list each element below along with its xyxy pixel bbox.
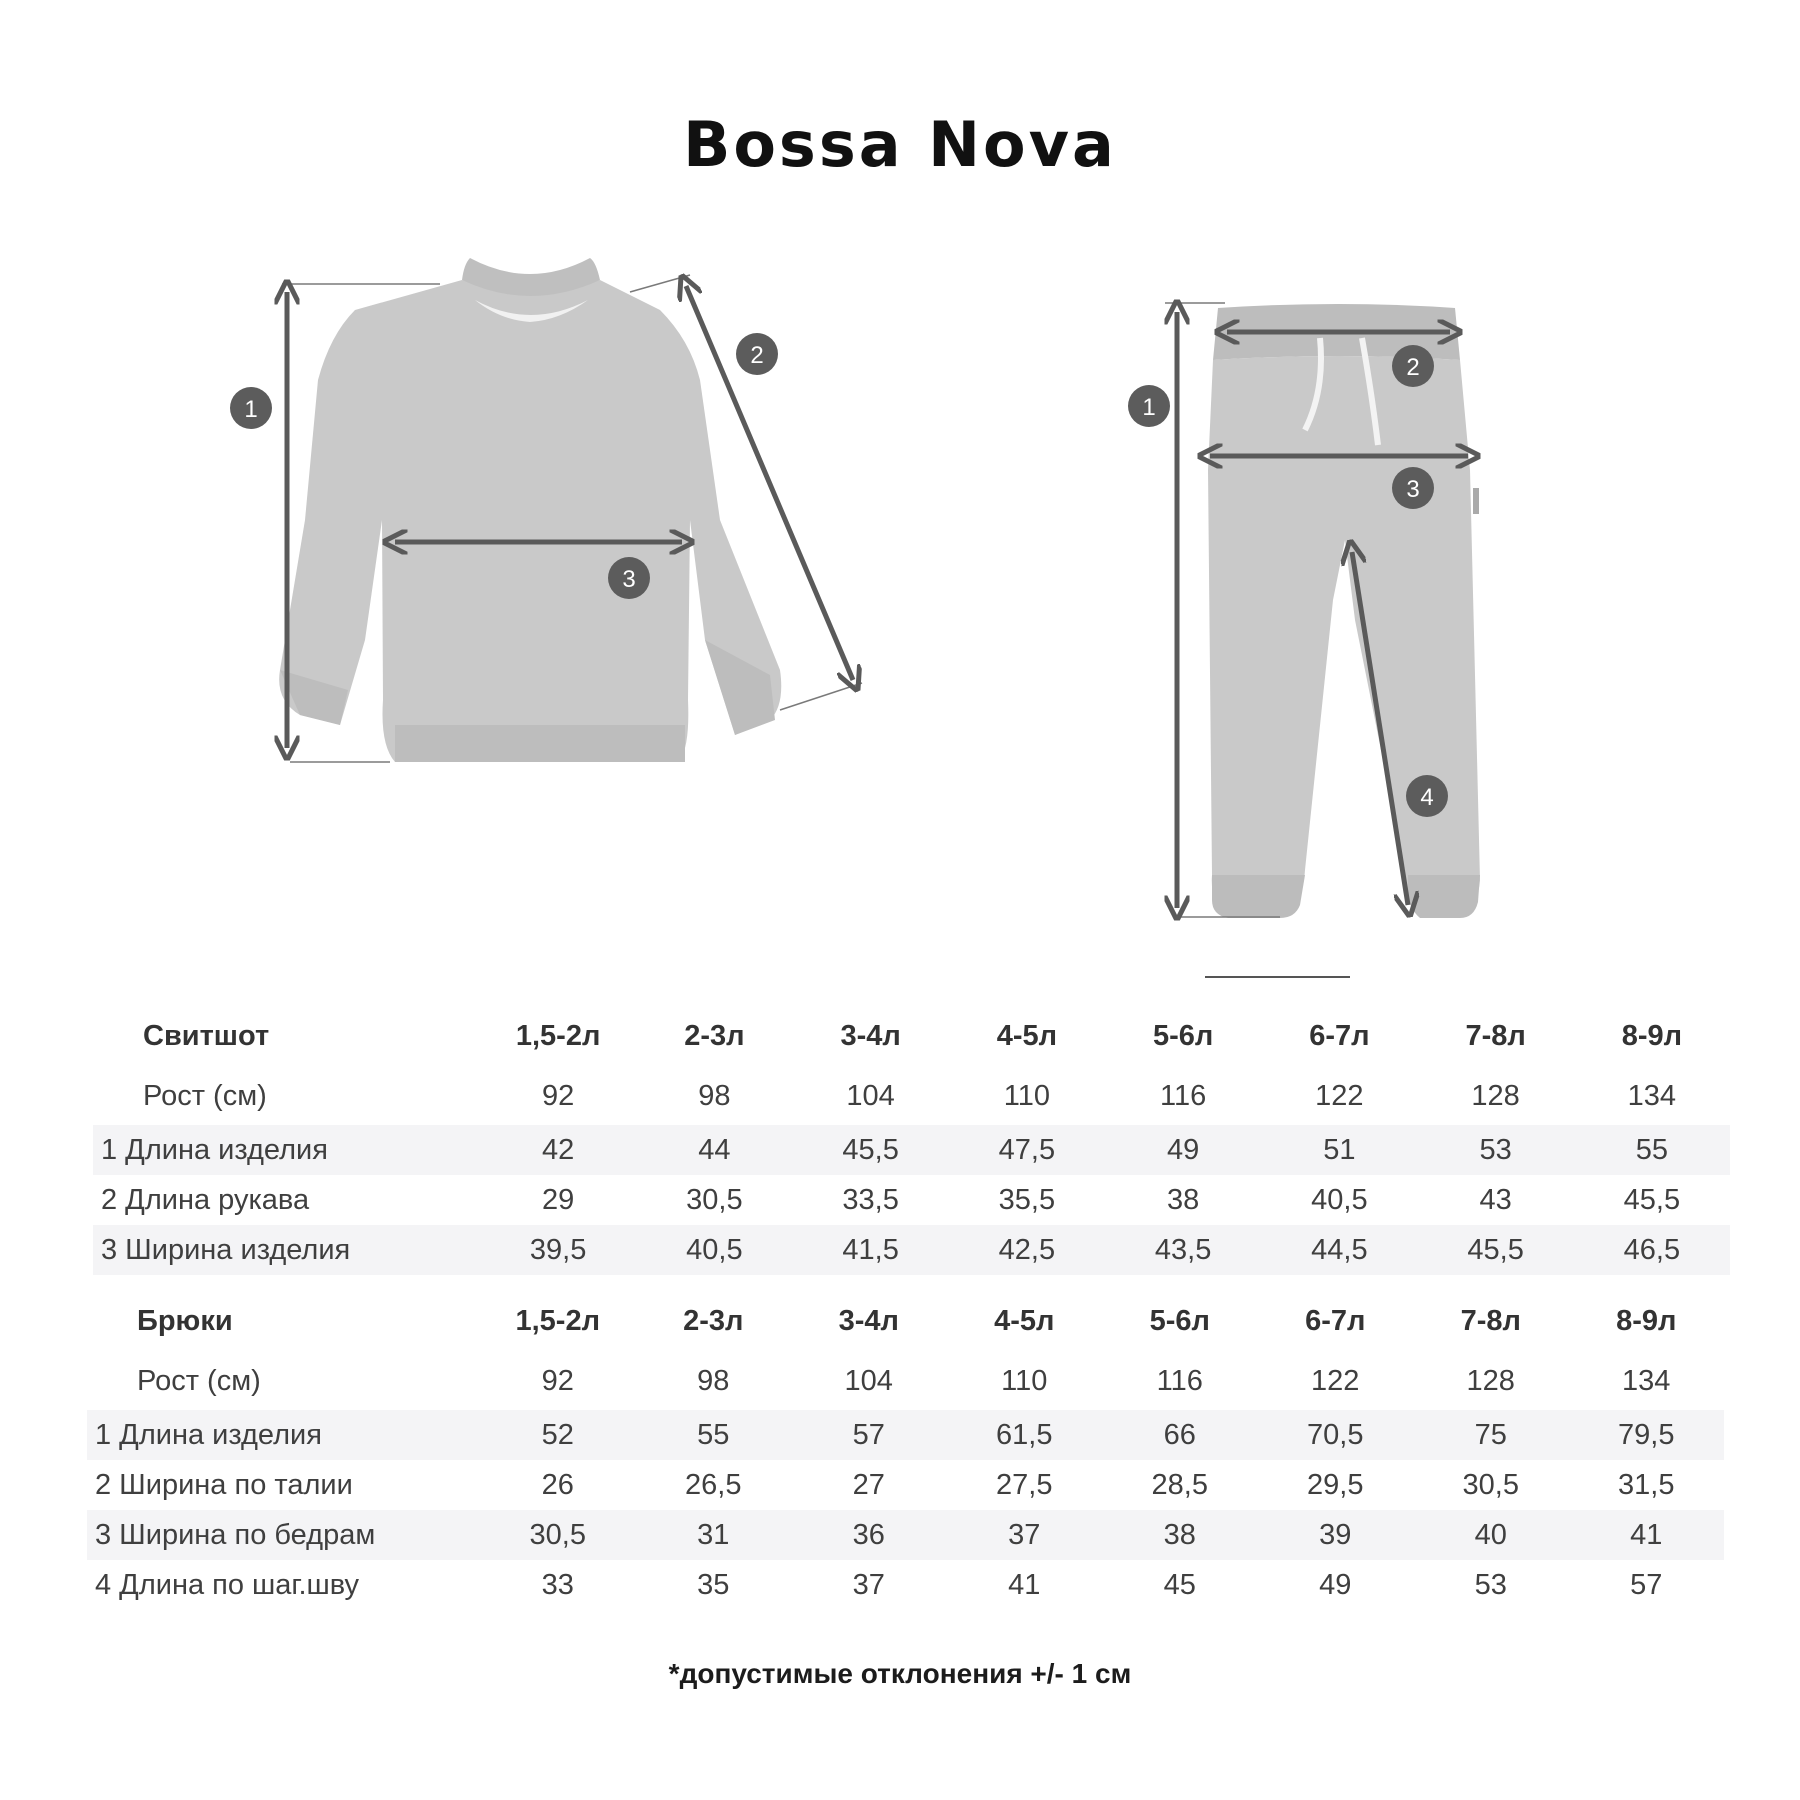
table-cell: 35,5 (998, 1183, 1056, 1216)
table-cell: 41 (1008, 1568, 1041, 1601)
table-cell: 104 (846, 1079, 895, 1112)
row-label: 3 Ширина изделия (93, 1225, 480, 1275)
table-cell: 134 (1622, 1364, 1671, 1397)
svg-text:1: 1 (1142, 394, 1156, 421)
table-cell: 79,5 (1569, 1410, 1725, 1460)
table-cell: 38 (1102, 1510, 1258, 1560)
table-cell: 49 (1319, 1568, 1352, 1601)
size-header: 4-5л (996, 1019, 1058, 1052)
svg-text:2: 2 (1406, 354, 1420, 381)
table-cell: 122 (1315, 1079, 1364, 1112)
table-cell: 29 (541, 1183, 575, 1216)
table-cell: 28,5 (1151, 1468, 1208, 1501)
row-label: Рост (см) (143, 1079, 267, 1112)
size-header: 5-6л (1152, 1019, 1214, 1052)
row-label: 2 Длина рукава (101, 1183, 310, 1216)
row-label: 3 Ширина по бедрам (87, 1510, 480, 1560)
table-cell: 98 (697, 1364, 730, 1397)
pants-shape (1208, 304, 1480, 918)
table-cell: 128 (1471, 1079, 1520, 1112)
table-cell: 42,5 (949, 1225, 1105, 1275)
table-row (87, 1510, 1724, 1560)
table-row (87, 1410, 1724, 1460)
table-cell: 40 (1413, 1510, 1569, 1560)
table-row (93, 1067, 1730, 1125)
size-header: 3-4л (838, 1304, 899, 1337)
table-cell: 92 (541, 1364, 574, 1397)
table-cell: 53 (1474, 1568, 1507, 1601)
divider-line (1205, 976, 1350, 978)
row-label: 1 Длина изделия (93, 1125, 480, 1175)
size-header: 8-9л (1616, 1304, 1677, 1337)
table-row (93, 1225, 1730, 1275)
table-cell: 37 (852, 1568, 885, 1601)
sweatshirt-size-table (93, 1005, 1730, 1275)
size-header: 1,5-2л (515, 1304, 601, 1337)
table-cell: 39,5 (480, 1225, 636, 1275)
table-cell: 45,5 (1623, 1183, 1681, 1216)
table-row (87, 1352, 1724, 1410)
table-cell: 51 (1261, 1125, 1417, 1175)
size-header: 5-6л (1149, 1304, 1210, 1337)
table-cell: 116 (1156, 1364, 1203, 1397)
table-cell: 36 (791, 1510, 947, 1560)
marker-badge-3 (1392, 467, 1434, 509)
table-cell: 44,5 (1261, 1225, 1417, 1275)
table-cell: 26 (541, 1468, 574, 1501)
svg-text:3: 3 (1406, 476, 1420, 503)
table-cell: 128 (1466, 1364, 1515, 1397)
table-cell: 43 (1479, 1183, 1512, 1216)
table-cell: 30,5 (1462, 1468, 1519, 1501)
table-cell: 45 (1163, 1568, 1196, 1601)
table-cell: 70,5 (1258, 1410, 1414, 1460)
table-cell: 39 (1258, 1510, 1414, 1560)
marker-badge-4 (1406, 775, 1448, 817)
table-cell: 31 (636, 1510, 792, 1560)
table-cell: 33 (541, 1568, 574, 1601)
table-cell: 92 (541, 1079, 575, 1112)
size-header: 6-7л (1309, 1019, 1370, 1052)
size-header: 6-7л (1305, 1304, 1366, 1337)
table-cell: 41,5 (793, 1225, 949, 1275)
table-cell: 30,5 (686, 1183, 743, 1216)
table-cell: 122 (1311, 1364, 1360, 1397)
table-cell: 33,5 (842, 1183, 899, 1216)
table-cell: 27 (852, 1468, 885, 1501)
row-label: Рост (см) (137, 1364, 261, 1397)
table-cell: 27,5 (996, 1468, 1053, 1501)
table-cell: 110 (1001, 1364, 1048, 1397)
table-cell: 44 (636, 1125, 792, 1175)
table-cell: 49 (1105, 1125, 1261, 1175)
row-label: 2 Ширина по талии (95, 1468, 353, 1501)
table-cell: 98 (698, 1079, 731, 1112)
table-cell: 134 (1627, 1079, 1677, 1112)
table-cell: 40,5 (1311, 1183, 1368, 1216)
table-cell: 61,5 (947, 1410, 1103, 1460)
table-row (87, 1560, 1724, 1610)
table-row (93, 1125, 1730, 1175)
table-cell: 57 (791, 1410, 947, 1460)
marker-badge-2 (1392, 345, 1434, 387)
table-cell: 43,5 (1105, 1225, 1261, 1275)
table-header-row (87, 1290, 1724, 1352)
table-cell: 55 (1574, 1125, 1730, 1175)
size-header: 4-5л (994, 1304, 1055, 1337)
table-cell: 75 (1413, 1410, 1569, 1460)
table-cell: 42 (480, 1125, 636, 1175)
table-cell: 116 (1160, 1079, 1207, 1112)
size-header: 2-3л (683, 1304, 744, 1337)
table-cell: 45,5 (793, 1125, 949, 1175)
table-cell: 104 (844, 1364, 893, 1397)
table-cell: 30,5 (480, 1510, 636, 1560)
table-cell: 37 (947, 1510, 1103, 1560)
svg-text:3: 3 (622, 566, 636, 593)
table-cell: 55 (636, 1410, 792, 1460)
table-row (87, 1460, 1724, 1510)
table-cell: 41 (1569, 1510, 1725, 1560)
size-header: 2-3л (684, 1019, 745, 1052)
svg-text:1: 1 (244, 396, 258, 423)
svg-text:2: 2 (750, 342, 764, 369)
marker-badge-1 (1128, 385, 1170, 427)
pants-size-table (87, 1290, 1724, 1610)
size-header: 3-4л (840, 1019, 901, 1052)
table-cell: 31,5 (1618, 1468, 1675, 1501)
table-cell: 53 (1418, 1125, 1574, 1175)
table-cell: 52 (480, 1410, 636, 1460)
tolerance-footnote: *допустимые отклонения +/- 1 см (668, 1658, 1132, 1689)
table-cell: 29,5 (1307, 1468, 1364, 1501)
table-title: Свитшот (143, 1019, 270, 1052)
table-cell: 110 (1003, 1079, 1050, 1112)
table-title: Брюки (137, 1304, 233, 1337)
table-row (93, 1175, 1730, 1225)
table-cell: 26,5 (685, 1468, 742, 1501)
svg-text:4: 4 (1420, 784, 1434, 811)
size-header: 7-8л (1460, 1304, 1521, 1337)
size-header: 8-9л (1621, 1019, 1683, 1052)
table-cell: 40,5 (636, 1225, 792, 1275)
size-header: 7-8л (1465, 1019, 1526, 1052)
row-label: 1 Длина изделия (87, 1410, 480, 1460)
table-cell: 57 (1630, 1568, 1663, 1601)
table-cell: 45,5 (1418, 1225, 1574, 1275)
table-cell: 66 (1102, 1410, 1258, 1460)
table-header-row (93, 1005, 1730, 1067)
brand-title: Bossa Nova (683, 108, 1117, 181)
table-cell: 47,5 (949, 1125, 1105, 1175)
table-cell: 38 (1166, 1183, 1200, 1216)
row-label: 4 Длина по шаг.шву (95, 1568, 360, 1601)
size-header: 1,5-2л (515, 1019, 601, 1052)
table-cell: 35 (697, 1568, 730, 1601)
table-cell: 46,5 (1574, 1225, 1730, 1275)
